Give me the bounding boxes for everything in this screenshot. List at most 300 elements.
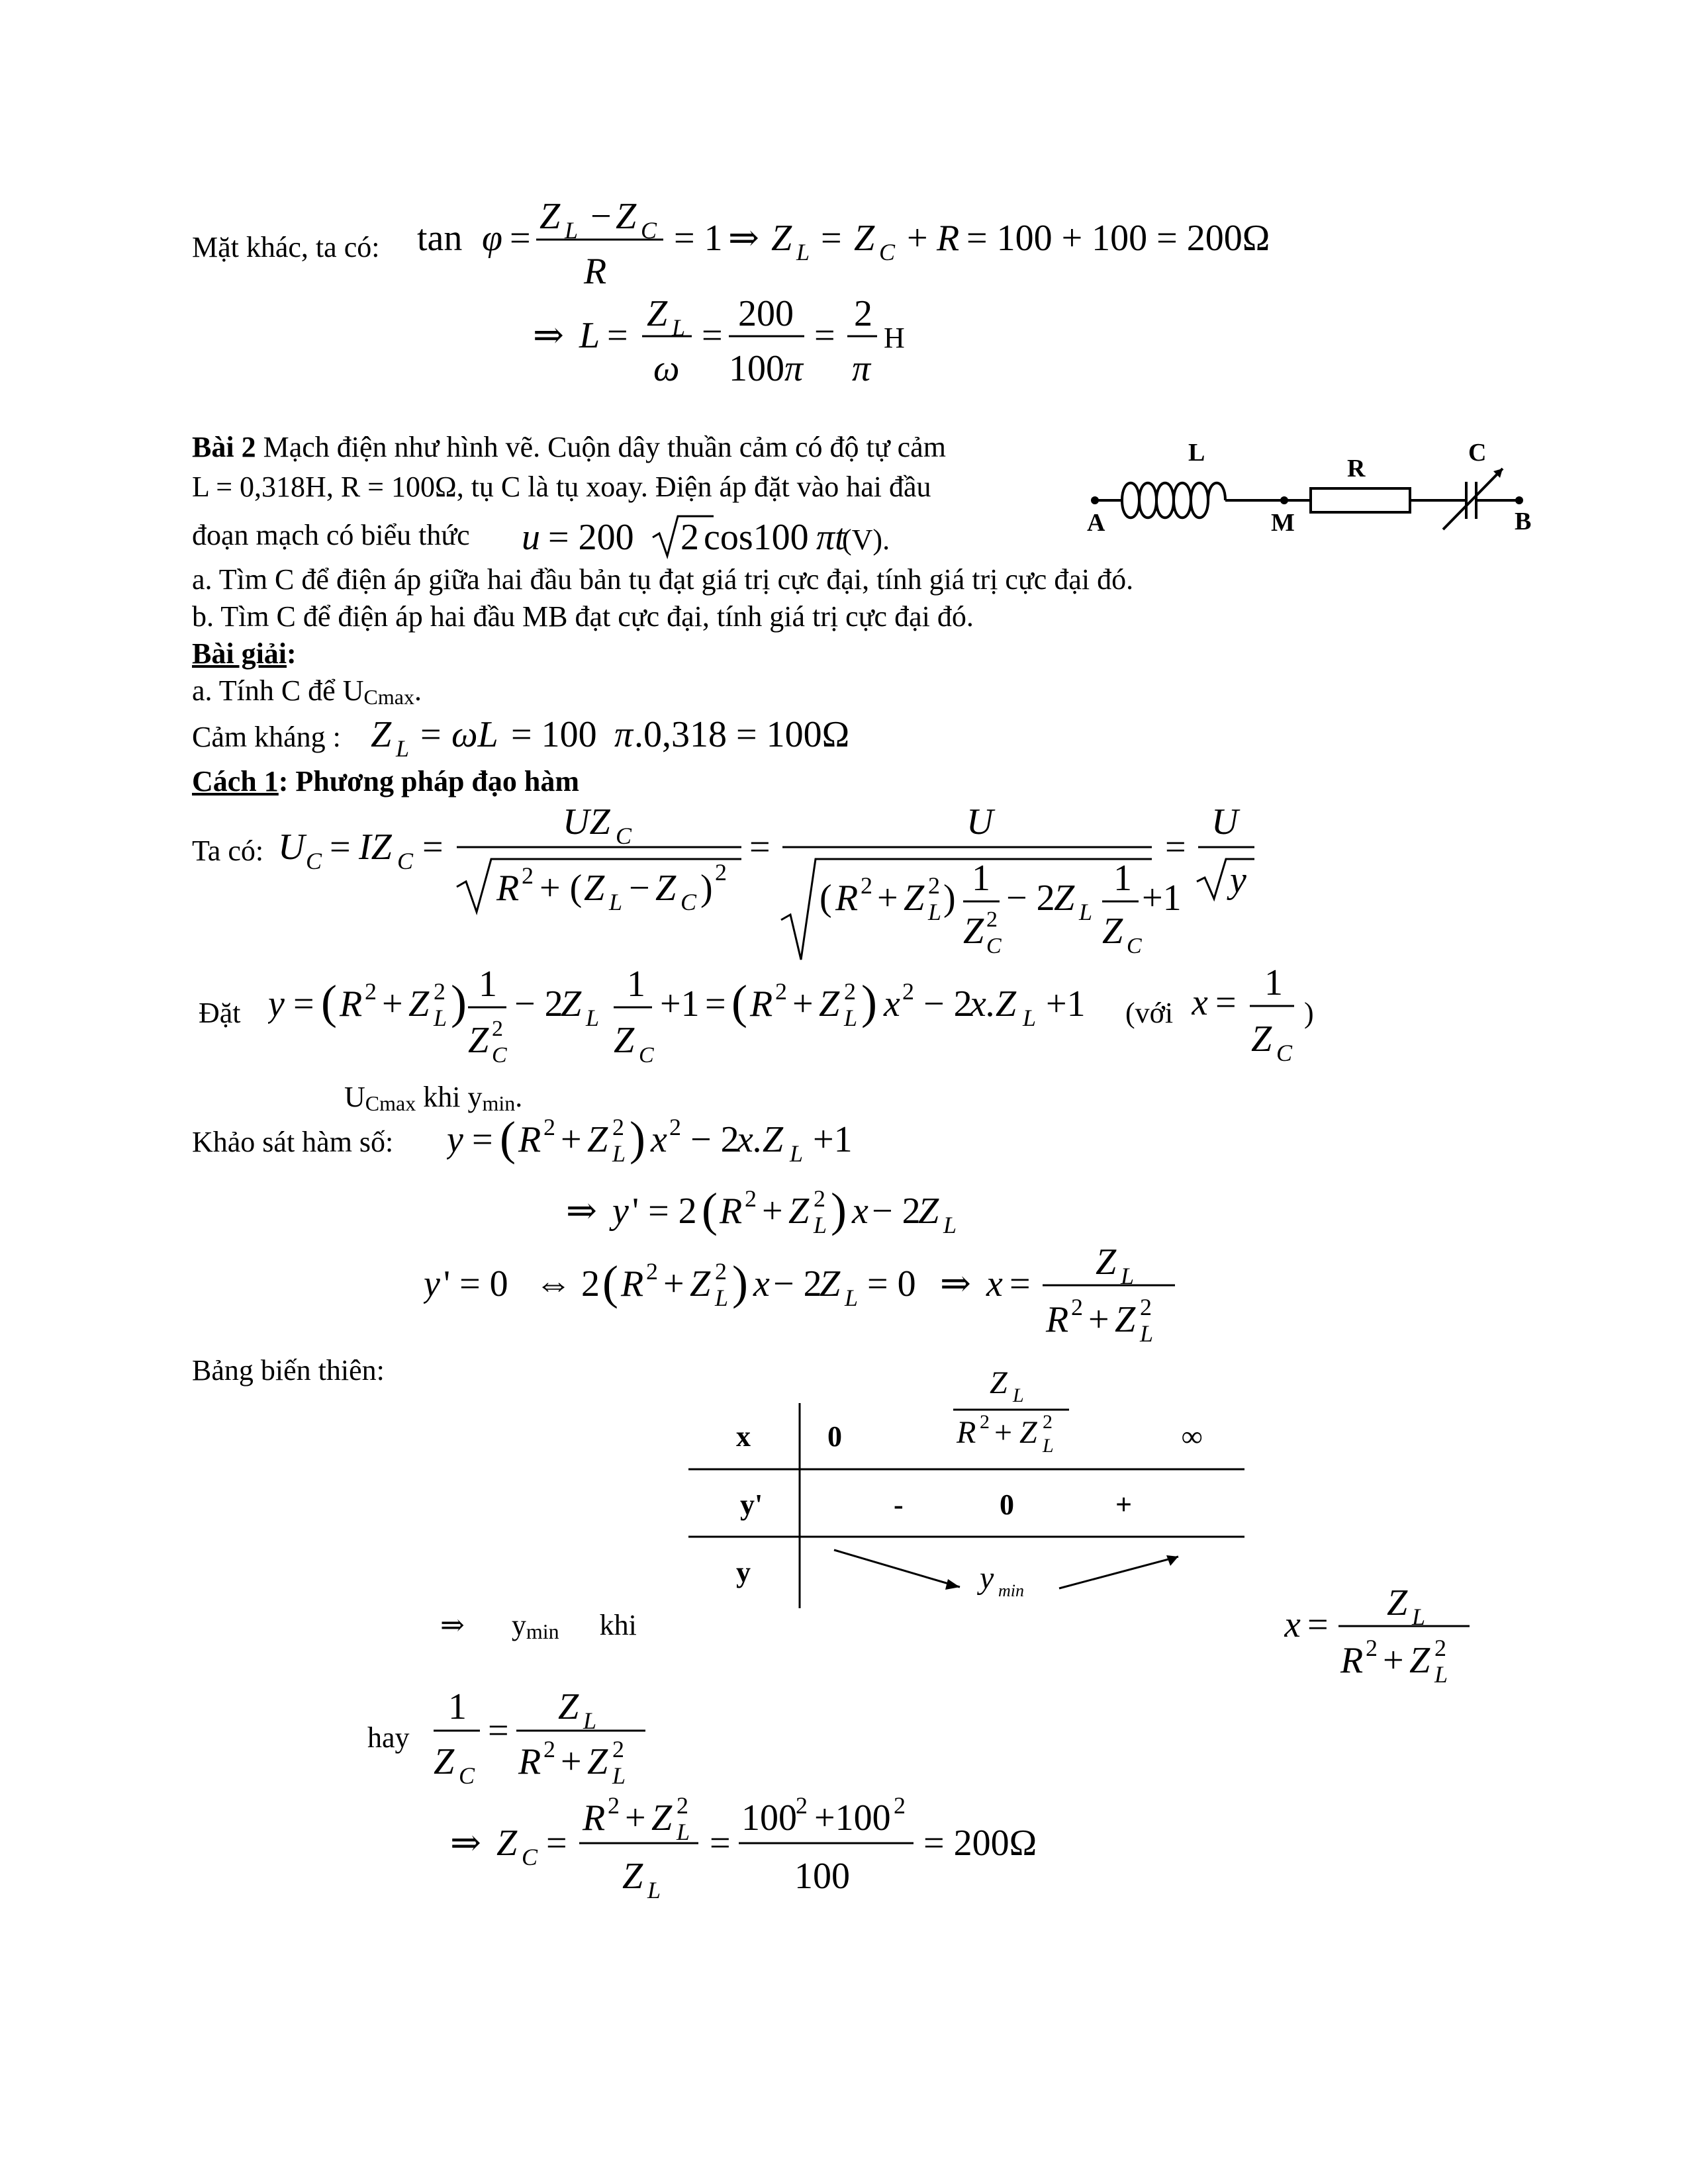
svg-text:Z: Z bbox=[1102, 911, 1123, 952]
table-plus: + bbox=[1115, 1488, 1133, 1521]
svg-text:⇒: ⇒ bbox=[566, 1191, 597, 1232]
svg-text:cos100: cos100 bbox=[704, 517, 809, 558]
svg-text:Z: Z bbox=[1054, 878, 1075, 919]
svg-text:1: 1 bbox=[1113, 858, 1132, 899]
svg-text:R: R bbox=[621, 1263, 644, 1304]
svg-text:): ) bbox=[700, 868, 713, 909]
svg-text:L: L bbox=[1121, 1263, 1135, 1289]
svg-text:Z: Z bbox=[854, 218, 875, 259]
svg-text:2: 2 bbox=[669, 1114, 681, 1140]
svg-text:= 0: = 0 bbox=[867, 1263, 916, 1304]
svg-text:1: 1 bbox=[448, 1686, 467, 1727]
svg-text:Z: Z bbox=[1409, 1640, 1430, 1681]
svg-text:C: C bbox=[639, 1043, 654, 1068]
svg-text:): ) bbox=[831, 1183, 847, 1236]
svg-text:x.Z: x.Z bbox=[970, 983, 1016, 1024]
svg-text:C: C bbox=[522, 1844, 538, 1870]
svg-text:+1: +1 bbox=[1142, 878, 1182, 919]
svg-text:R: R bbox=[1340, 1640, 1364, 1681]
part-a-text: a. Tính C để U bbox=[192, 674, 364, 707]
svg-text:Z: Z bbox=[468, 1020, 489, 1061]
problem-line3-text: đoạn mạch có biểu thức bbox=[192, 519, 470, 551]
svg-text:tan: tan bbox=[417, 218, 463, 259]
svg-text:2: 2 bbox=[646, 1258, 658, 1285]
svg-text:L: L bbox=[1043, 1435, 1054, 1457]
svg-text:.0,318 = 100Ω: .0,318 = 100Ω bbox=[634, 714, 850, 755]
svg-text:2: 2 bbox=[612, 1736, 624, 1762]
voi-label: (với bbox=[1125, 997, 1174, 1029]
svg-text:+: + bbox=[1383, 1640, 1404, 1681]
svg-text:Z: Z bbox=[963, 911, 984, 952]
voi-end: ) bbox=[1304, 997, 1314, 1029]
svg-text:2: 2 bbox=[745, 1185, 757, 1212]
svg-text:φ: φ bbox=[482, 218, 502, 259]
svg-text:+: + bbox=[994, 1415, 1013, 1450]
svg-text:L: L bbox=[790, 1140, 804, 1167]
svg-text:+1: +1 bbox=[660, 983, 700, 1024]
svg-text:100: 100 bbox=[794, 1856, 850, 1897]
svg-text:−: − bbox=[629, 868, 650, 909]
svg-text:L: L bbox=[844, 1005, 858, 1031]
intro-text: Mặt khác, ta có: bbox=[192, 231, 380, 263]
svg-text:+ (: + ( bbox=[539, 868, 583, 909]
svg-text:=: = bbox=[472, 1119, 493, 1160]
svg-text:π: π bbox=[614, 714, 633, 755]
svg-text:Z: Z bbox=[496, 1823, 518, 1864]
svg-text:C: C bbox=[680, 889, 697, 915]
hay-label: hay bbox=[367, 1721, 410, 1754]
table-xinf: ∞ bbox=[1182, 1420, 1203, 1453]
problem-title: Bài 2 bbox=[192, 431, 256, 463]
svg-text:+: + bbox=[877, 878, 898, 919]
svg-text:x: x bbox=[1192, 982, 1208, 1023]
svg-text:UZ: UZ bbox=[563, 801, 610, 842]
ymin-y: y bbox=[511, 1609, 526, 1641]
svg-text:H: H bbox=[884, 322, 905, 354]
svg-text:2: 2 bbox=[844, 978, 856, 1005]
variation-table bbox=[688, 1363, 1258, 1608]
svg-text:(: ( bbox=[500, 1112, 516, 1165]
method-1-label: Cách 1 bbox=[192, 765, 279, 797]
svg-text:x: x bbox=[986, 1263, 1003, 1304]
svg-text:L: L bbox=[434, 1005, 447, 1031]
svg-text:L: L bbox=[715, 1285, 729, 1311]
question-a: a. Tìm C để điện áp giữa hai đầu bản tụ đạt giá trị cực đại, tính giá trị cực đại đó. bbox=[192, 563, 1134, 596]
svg-text:2: 2 bbox=[1366, 1635, 1378, 1661]
svg-text:Z: Z bbox=[616, 196, 637, 237]
svg-text:y: y bbox=[447, 1119, 463, 1160]
equation-uc bbox=[278, 794, 1337, 966]
svg-text:=: = bbox=[488, 1710, 509, 1751]
svg-text:2: 2 bbox=[775, 978, 787, 1005]
svg-text:(: ( bbox=[602, 1256, 618, 1309]
svg-text:): ) bbox=[861, 976, 877, 1028]
circuit-diagram bbox=[1086, 437, 1536, 543]
ucmax-ysub: min bbox=[482, 1091, 516, 1115]
svg-text:=: = bbox=[422, 827, 444, 868]
ymin-khi: khi bbox=[599, 1609, 637, 1641]
svg-text:⇒: ⇒ bbox=[728, 218, 759, 259]
svg-text:L: L bbox=[814, 1212, 827, 1238]
table-ymin-sub: min bbox=[998, 1581, 1024, 1600]
svg-text:= 1: = 1 bbox=[674, 218, 723, 259]
svg-text:2: 2 bbox=[1071, 1294, 1083, 1320]
svg-text:U: U bbox=[966, 801, 994, 842]
svg-text:+: + bbox=[907, 218, 928, 259]
svg-text:− 2: − 2 bbox=[514, 983, 563, 1024]
svg-text:(: ( bbox=[820, 878, 832, 919]
problem-statement-line1 bbox=[192, 430, 946, 464]
svg-text:1: 1 bbox=[479, 964, 497, 1005]
svg-text:L: L bbox=[579, 315, 600, 356]
svg-text:L: L bbox=[845, 1285, 859, 1311]
svg-text:=: = bbox=[546, 1823, 567, 1864]
svg-text:Z: Z bbox=[434, 1741, 455, 1782]
svg-text:C: C bbox=[616, 823, 632, 849]
svg-text:): ) bbox=[630, 1112, 645, 1165]
svg-text:Z: Z bbox=[558, 1686, 579, 1727]
svg-text:+1: +1 bbox=[1046, 983, 1086, 1024]
svg-text:=: = bbox=[1009, 1263, 1031, 1304]
solution-heading bbox=[192, 637, 297, 670]
svg-text:R: R bbox=[496, 868, 520, 909]
svg-text:L: L bbox=[672, 314, 686, 341]
svg-text:− 2: − 2 bbox=[773, 1263, 822, 1304]
svg-text:Z: Z bbox=[904, 878, 925, 919]
svg-text:+1: +1 bbox=[813, 1119, 853, 1160]
svg-text:R: R bbox=[835, 878, 859, 919]
svg-text:=: = bbox=[420, 714, 442, 755]
svg-text:y: y bbox=[1230, 860, 1246, 901]
svg-text:− 2: − 2 bbox=[872, 1191, 921, 1232]
ucmax-khi: khi y bbox=[416, 1081, 483, 1113]
label-R: R bbox=[1347, 455, 1366, 482]
svg-text:y: y bbox=[424, 1263, 440, 1304]
svg-text:2: 2 bbox=[796, 1792, 808, 1819]
svg-text:+100: +100 bbox=[814, 1797, 891, 1839]
svg-text:+: + bbox=[1088, 1299, 1109, 1340]
svg-text:L: L bbox=[586, 1005, 600, 1031]
svg-text:' = 2: ' = 2 bbox=[632, 1191, 697, 1232]
svg-text:L: L bbox=[609, 889, 623, 915]
svg-text:−: − bbox=[590, 196, 612, 237]
svg-text:Z: Z bbox=[771, 218, 792, 259]
ymin-arrow: ⇒ bbox=[440, 1609, 465, 1641]
svg-text:Z: Z bbox=[918, 1191, 939, 1232]
svg-text:L: L bbox=[1023, 1005, 1037, 1031]
svg-text:Z: Z bbox=[587, 1741, 608, 1782]
inductor-coil bbox=[1122, 483, 1225, 518]
equation-hay bbox=[427, 1684, 652, 1797]
svg-text:− 2: − 2 bbox=[923, 983, 972, 1024]
svg-text:(: ( bbox=[321, 976, 337, 1028]
svg-text:x: x bbox=[852, 1191, 868, 1232]
equation-zl bbox=[371, 702, 874, 768]
svg-text:Z: Z bbox=[690, 1263, 711, 1304]
svg-text:x: x bbox=[651, 1119, 667, 1160]
svg-text:2: 2 bbox=[1140, 1294, 1152, 1320]
svg-text:2: 2 bbox=[522, 862, 534, 889]
svg-text:π: π bbox=[852, 348, 871, 389]
svg-text:L: L bbox=[612, 1140, 626, 1167]
svg-text:ω: ω bbox=[653, 348, 680, 389]
svg-text:Z: Z bbox=[1251, 1019, 1272, 1060]
ucmax-sub: Cmax bbox=[365, 1091, 416, 1115]
svg-text:=: = bbox=[821, 218, 842, 259]
variation-table-label: Bảng biến thiên: bbox=[192, 1354, 385, 1387]
ymin-sub: min bbox=[526, 1619, 559, 1643]
svg-text:L: L bbox=[928, 899, 942, 925]
equation-zero bbox=[424, 1244, 1218, 1357]
equation-ks bbox=[447, 1107, 910, 1173]
svg-text:= 100: = 100 bbox=[511, 714, 597, 755]
svg-text:=: = bbox=[710, 1823, 731, 1864]
solution-heading-colon: : bbox=[287, 637, 297, 670]
svg-text:2: 2 bbox=[928, 872, 940, 899]
svg-text:2: 2 bbox=[1043, 1411, 1053, 1433]
svg-text:Z: Z bbox=[820, 1263, 841, 1304]
table-zero: 0 bbox=[1000, 1488, 1014, 1521]
method-1-rest: : Phương pháp đạo hàm bbox=[278, 765, 580, 797]
unit-volt: (V). bbox=[842, 523, 890, 556]
svg-text:2: 2 bbox=[543, 1736, 555, 1762]
khao-sat-label: Khảo sát hàm số: bbox=[192, 1126, 394, 1158]
svg-text:2: 2 bbox=[715, 859, 727, 886]
svg-text:100: 100 bbox=[729, 348, 784, 389]
svg-text:C: C bbox=[1127, 934, 1142, 958]
label-B: B bbox=[1515, 508, 1532, 535]
svg-text:u: u bbox=[522, 517, 540, 558]
table-minus: - bbox=[894, 1488, 904, 1521]
svg-text:L: L bbox=[1412, 1604, 1426, 1630]
table-yprime-label: y' bbox=[740, 1488, 763, 1521]
svg-text:= 200: = 200 bbox=[548, 517, 634, 558]
svg-text:+: + bbox=[561, 1119, 582, 1160]
ta-co-label: Ta có: bbox=[192, 835, 264, 867]
svg-text:ωL: ωL bbox=[451, 714, 498, 755]
svg-text:R: R bbox=[957, 1415, 976, 1450]
svg-text:Z: Z bbox=[1019, 1415, 1037, 1450]
svg-text:⇔ 2: ⇔ 2 bbox=[535, 1263, 600, 1304]
svg-text:2: 2 bbox=[677, 1792, 688, 1819]
svg-text:y: y bbox=[612, 1191, 629, 1232]
svg-text:IZ: IZ bbox=[359, 827, 392, 868]
ucmax-end: . bbox=[515, 1081, 523, 1113]
svg-text:R: R bbox=[518, 1741, 541, 1782]
svg-text:2: 2 bbox=[715, 1258, 727, 1285]
svg-text:1: 1 bbox=[1264, 965, 1283, 1003]
svg-text:L: L bbox=[1013, 1385, 1024, 1406]
svg-text:' = 0: ' = 0 bbox=[444, 1263, 508, 1304]
svg-text:1: 1 bbox=[627, 964, 645, 1005]
equation-y bbox=[268, 960, 1129, 1079]
svg-text:C: C bbox=[986, 934, 1002, 958]
svg-text:L: L bbox=[796, 239, 810, 265]
arrow-down bbox=[834, 1550, 960, 1587]
svg-text:Z: Z bbox=[614, 1020, 635, 1061]
svg-text:L: L bbox=[612, 1762, 626, 1789]
svg-text:Z: Z bbox=[587, 1119, 608, 1160]
svg-text:Z: Z bbox=[819, 983, 840, 1024]
svg-text:L: L bbox=[677, 1819, 690, 1845]
svg-text:U: U bbox=[1211, 801, 1239, 842]
svg-text:R: R bbox=[1046, 1299, 1069, 1340]
svg-text:R: R bbox=[340, 983, 363, 1024]
svg-text:L: L bbox=[565, 217, 579, 244]
equation-u bbox=[522, 504, 892, 564]
svg-text:=: = bbox=[510, 218, 531, 259]
svg-text:2: 2 bbox=[492, 1017, 503, 1041]
svg-text:2: 2 bbox=[434, 978, 445, 1005]
svg-text:=: = bbox=[814, 315, 835, 356]
table-y-label: y bbox=[736, 1556, 751, 1588]
svg-text:R: R bbox=[583, 1797, 606, 1839]
problem-statement-line3 bbox=[192, 518, 470, 552]
svg-text:=: = bbox=[607, 315, 628, 356]
svg-text:Z: Z bbox=[1387, 1585, 1408, 1623]
svg-text:+: + bbox=[762, 1191, 783, 1232]
svg-text:=: = bbox=[330, 827, 351, 868]
equation-zc bbox=[450, 1790, 1086, 1909]
svg-text:+: + bbox=[663, 1263, 684, 1304]
svg-text:): ) bbox=[451, 976, 467, 1028]
svg-text:= 200Ω: = 200Ω bbox=[923, 1823, 1037, 1864]
svg-text:1: 1 bbox=[972, 858, 990, 899]
svg-text:2: 2 bbox=[854, 293, 872, 334]
svg-text:Z: Z bbox=[408, 983, 430, 1024]
svg-text:=: = bbox=[1215, 982, 1237, 1023]
svg-text:(: ( bbox=[702, 1183, 718, 1236]
svg-text:Z: Z bbox=[647, 293, 668, 334]
svg-text:⇒: ⇒ bbox=[940, 1263, 971, 1304]
svg-text:=: = bbox=[293, 983, 314, 1024]
svg-text:L: L bbox=[396, 735, 410, 762]
ucmax-u: U bbox=[344, 1081, 365, 1113]
svg-text:2: 2 bbox=[612, 1114, 624, 1140]
svg-text:Z: Z bbox=[655, 868, 677, 909]
svg-text:Z: Z bbox=[990, 1365, 1008, 1400]
dat-label: Đặt bbox=[199, 997, 241, 1029]
svg-text:L: L bbox=[943, 1212, 957, 1238]
svg-text:R: R bbox=[937, 218, 960, 259]
svg-text:x: x bbox=[753, 1263, 770, 1304]
svg-text:2: 2 bbox=[894, 1792, 906, 1819]
svg-text:R: R bbox=[584, 251, 607, 291]
svg-text:Z: Z bbox=[622, 1856, 643, 1897]
svg-text:200: 200 bbox=[738, 293, 794, 334]
arrow-up bbox=[1059, 1557, 1178, 1588]
table-x0: 0 bbox=[827, 1420, 842, 1453]
svg-text:C: C bbox=[459, 1762, 475, 1789]
svg-text:Z: Z bbox=[584, 868, 605, 909]
svg-text:Z: Z bbox=[1115, 1299, 1136, 1340]
svg-text:⇒: ⇒ bbox=[533, 315, 564, 356]
svg-text:+: + bbox=[625, 1797, 646, 1839]
equation-derivative bbox=[566, 1178, 1029, 1244]
svg-text:Z: Z bbox=[371, 714, 392, 755]
svg-text:R: R bbox=[750, 983, 773, 1024]
svg-text:): ) bbox=[943, 878, 956, 919]
svg-text:+: + bbox=[792, 983, 814, 1024]
svg-text:L: L bbox=[1079, 899, 1093, 925]
svg-text:− 2: − 2 bbox=[1006, 878, 1055, 919]
svg-text:U: U bbox=[278, 827, 305, 868]
method-1-title bbox=[192, 764, 579, 798]
svg-text:y: y bbox=[268, 983, 285, 1024]
svg-text:=: = bbox=[749, 827, 771, 868]
svg-text:Z: Z bbox=[788, 1191, 810, 1232]
svg-text:2: 2 bbox=[814, 1185, 825, 1212]
svg-text:2: 2 bbox=[1434, 1635, 1446, 1661]
svg-text:(: ( bbox=[731, 976, 747, 1028]
svg-text:+: + bbox=[382, 983, 403, 1024]
svg-text:): ) bbox=[732, 1256, 748, 1309]
svg-text:L: L bbox=[1434, 1661, 1448, 1688]
problem-statement-line2: L = 0,318H, R = 100Ω, tụ C là tụ xoay. Điện áp đặt vào hai đầu bbox=[192, 471, 931, 503]
svg-text:x: x bbox=[1284, 1604, 1301, 1645]
ymin-conclusion bbox=[440, 1608, 637, 1644]
table-x-label: x bbox=[736, 1420, 751, 1453]
label-L: L bbox=[1188, 439, 1205, 467]
svg-text:L: L bbox=[583, 1707, 597, 1734]
svg-text:− 2: − 2 bbox=[690, 1119, 739, 1160]
label-C: C bbox=[1468, 439, 1487, 467]
svg-text:Z: Z bbox=[561, 983, 582, 1024]
part-a-end: . bbox=[414, 674, 422, 707]
equation-L bbox=[533, 291, 930, 397]
label-M: M bbox=[1271, 509, 1295, 537]
resistor bbox=[1311, 488, 1410, 512]
svg-text:⇒: ⇒ bbox=[450, 1823, 481, 1864]
svg-text:100: 100 bbox=[741, 1797, 797, 1839]
svg-text:=: = bbox=[702, 315, 723, 356]
svg-text:C: C bbox=[879, 239, 896, 265]
svg-text:2: 2 bbox=[861, 872, 872, 899]
solution-heading-text: Bài giải bbox=[192, 637, 287, 670]
svg-text:πt: πt bbox=[816, 517, 845, 558]
svg-text:=: = bbox=[1307, 1604, 1329, 1645]
equation-x-value bbox=[1284, 1585, 1483, 1698]
svg-text:2: 2 bbox=[365, 978, 377, 1005]
svg-text:2: 2 bbox=[543, 1114, 555, 1140]
svg-text:C: C bbox=[306, 848, 322, 874]
svg-text:2: 2 bbox=[980, 1411, 990, 1433]
svg-text:π: π bbox=[784, 348, 804, 389]
svg-text:+: + bbox=[561, 1741, 582, 1782]
svg-text:Z: Z bbox=[539, 196, 561, 237]
svg-text:x.Z: x.Z bbox=[737, 1119, 783, 1160]
equation-tan-phi bbox=[417, 192, 1278, 291]
svg-text:R: R bbox=[720, 1191, 743, 1232]
svg-text:R: R bbox=[518, 1119, 541, 1160]
svg-text:2: 2 bbox=[680, 517, 699, 558]
svg-text:2: 2 bbox=[986, 907, 998, 932]
svg-text:C: C bbox=[397, 848, 414, 874]
cam-khang-label: Cảm kháng : bbox=[192, 721, 341, 753]
svg-text:L: L bbox=[647, 1877, 661, 1903]
svg-text:x: x bbox=[884, 983, 900, 1024]
svg-text:C: C bbox=[492, 1043, 507, 1068]
svg-text:= 100 + 100 = 200Ω: = 100 + 100 = 200Ω bbox=[966, 218, 1270, 259]
svg-text:C: C bbox=[1276, 1040, 1293, 1066]
svg-text:=: = bbox=[1165, 827, 1186, 868]
svg-text:C: C bbox=[641, 217, 657, 244]
svg-text:2: 2 bbox=[902, 978, 914, 1005]
svg-text:=: = bbox=[705, 983, 726, 1024]
problem-line1-text: Mạch điện như hình vẽ. Cuộn dây thuần cảm có độ tự cảm bbox=[256, 431, 946, 463]
svg-text:Z: Z bbox=[1096, 1244, 1117, 1283]
table-ymin: y bbox=[980, 1561, 994, 1596]
